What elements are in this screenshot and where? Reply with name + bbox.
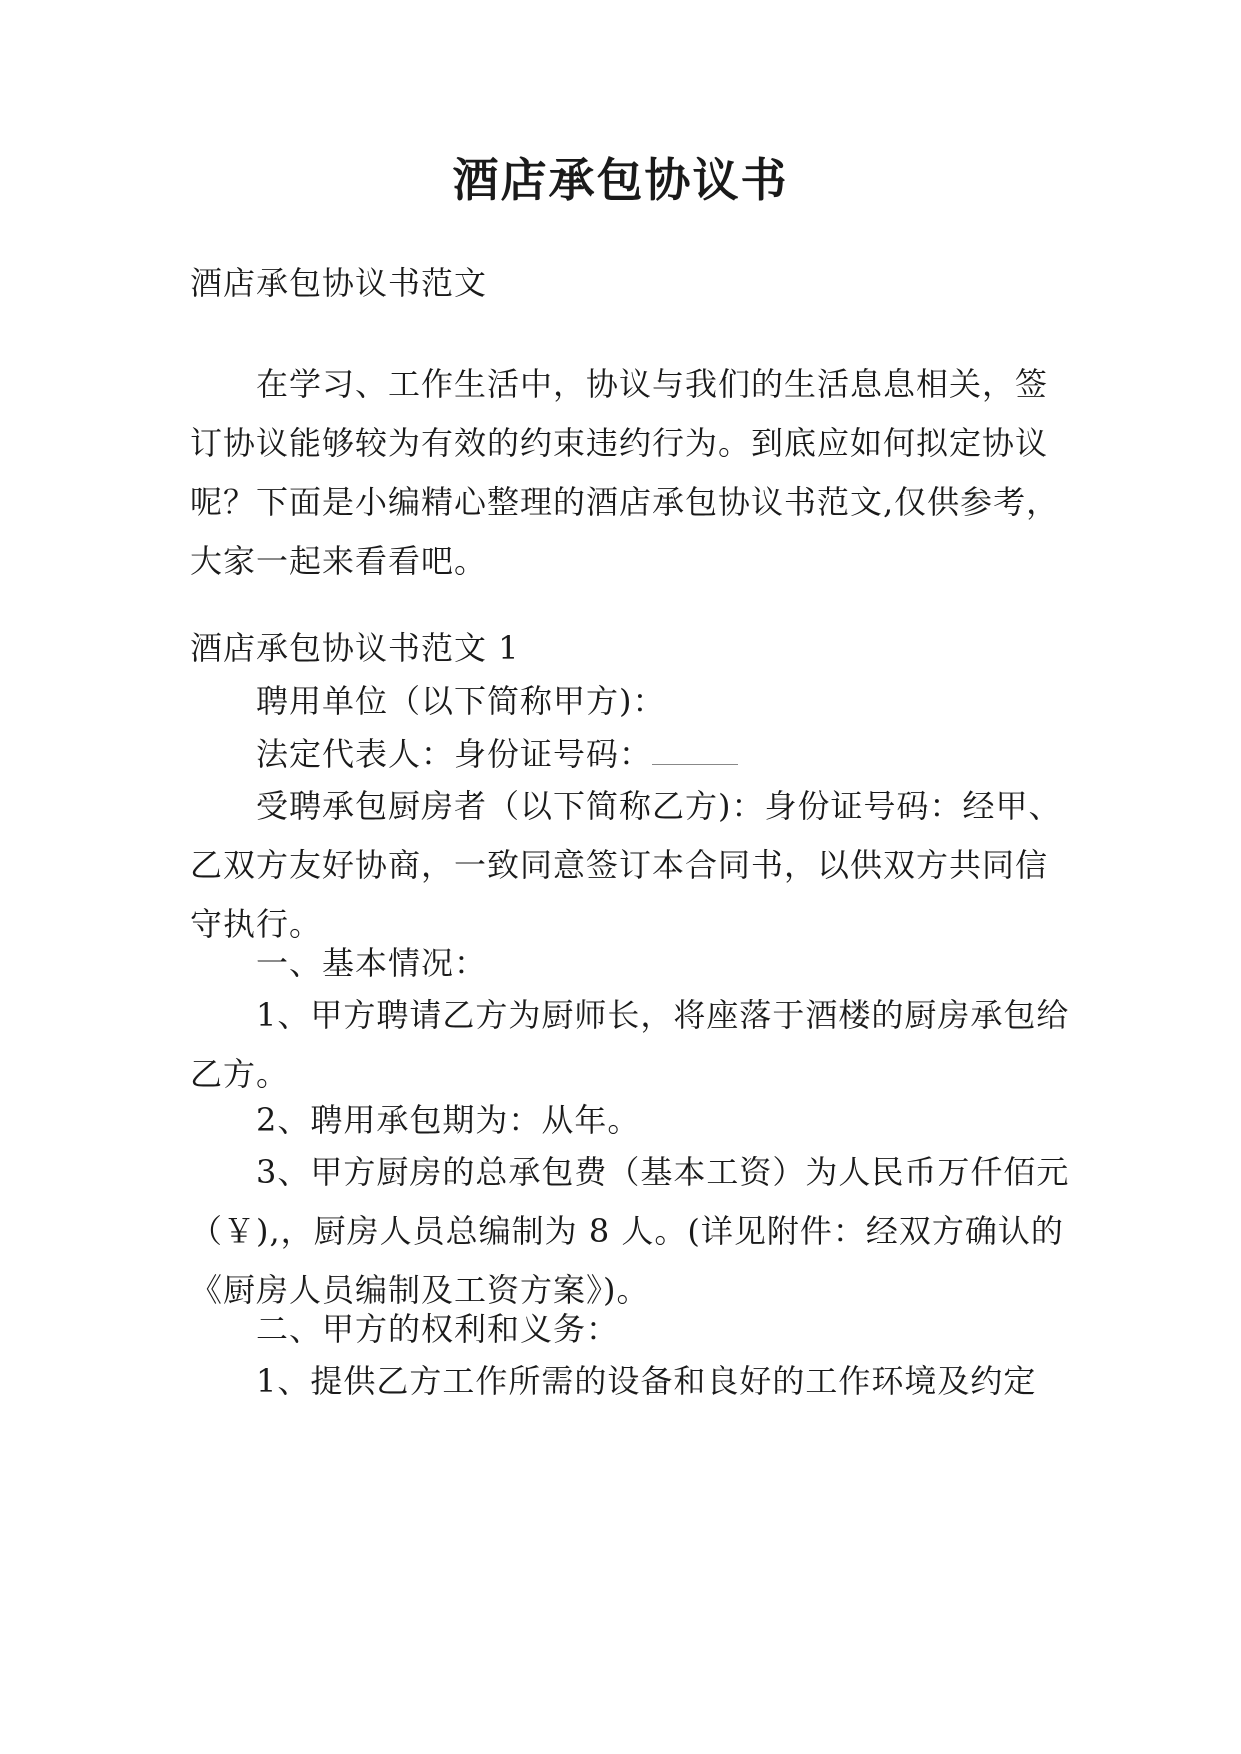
clause-2-heading: 二、甲方的权利和义务： <box>256 1310 620 1348</box>
clause-1-heading: 一、基本情况： <box>256 944 488 982</box>
document-title: 酒店承包协议书 <box>452 153 789 207</box>
legal-rep-line <box>190 725 1070 784</box>
party-a-line: 聘用单位（以下简称甲方)： <box>256 682 666 720</box>
section-heading: 酒店承包协议书范文 1 <box>190 629 520 667</box>
party-b-paragraph: 受聘承包厨房者（以下简称乙方)：身份证号码：经甲、乙双方友好协商，一致同意签订本合同书，以供双方共同信守执行。 <box>190 787 1062 943</box>
clause-2-1: 1、提供乙方工作所需的设备和良好的工作环境及约定 <box>256 1362 1037 1400</box>
clause-1-1: 1、甲方聘请乙方为厨师长，将座落于酒楼的厨房承包给乙方。 <box>190 996 1070 1093</box>
clause-1-3: 3、甲方厨房的总承包费（基本工资）为人民币万仟佰元（￥),，厨房人员总编制为 8 人。(详见附件：经双方确认的《厨房人员编制及工资方案》)。 <box>190 1153 1070 1309</box>
document-subtitle: 酒店承包协议书范文 <box>190 264 488 302</box>
legal-rep-label: 法定代表人：身份证号码： <box>256 735 653 773</box>
intro-paragraph: 在学习、工作生活中，协议与我们的生活息息相关，签订协议能够较为有效的约束违约行为。到底应如何拟定协议呢？下面是小编精心整理的酒店承包协议书范文,仅供参考，大家一起来看看吧。 <box>190 365 1060 580</box>
id-number-blank <box>652 736 738 765</box>
clause-1-2: 2、聘用承包期为：从年。 <box>256 1101 641 1139</box>
